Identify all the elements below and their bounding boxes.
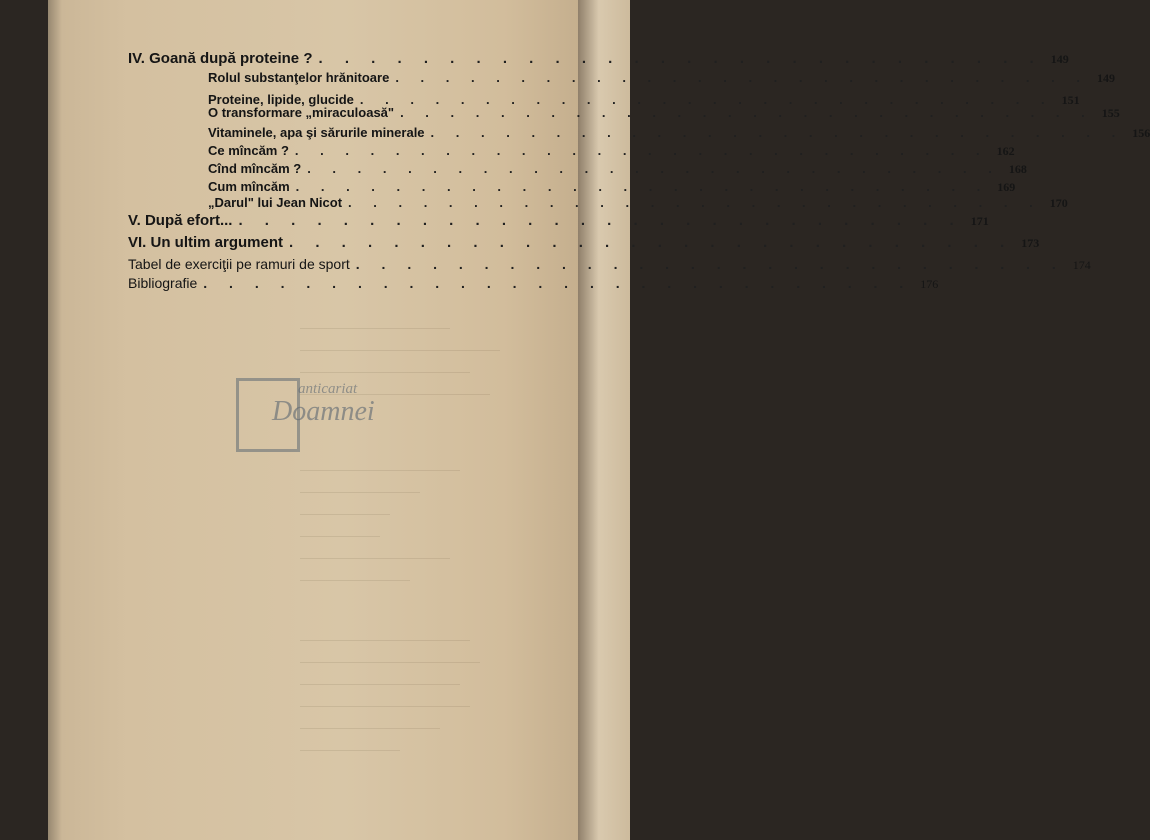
toc-entry-page: 173 xyxy=(1021,236,1040,250)
toc-leader-dots: . . . . . . . . . . . . . . . . . . . . . . . . . . . . xyxy=(238,212,963,229)
toc-entry-label: Tabel de exerciţii pe ramuri de sport xyxy=(128,256,350,272)
toc-leader-dots: . . . . . . . . . . . . . . . . . . . . . . . . . . . . xyxy=(430,125,1125,140)
toc-entry-page: 156 xyxy=(1132,126,1150,140)
toc-entry-label: IV. Goană după proteine ? xyxy=(128,50,313,67)
toc-entry xyxy=(208,161,1027,177)
toc-leader-dots: . . . . . . . . . . . . . . . . . . . . . . . . . . . . xyxy=(400,105,1094,120)
toc-leader-dots: . . . . . . . . . . . . . . . . . . . . . . . . . . . . xyxy=(359,92,1054,107)
toc-leader-dots: . . . . . . . . . . . . . . . . . . . . . . . . . . . . xyxy=(203,275,913,291)
toc-entry-page: 149 xyxy=(1096,71,1115,85)
toc-entry xyxy=(208,195,1068,211)
toc-entry-page: 174 xyxy=(1072,258,1091,272)
toc-entry-label: V. După efort... xyxy=(128,212,233,229)
toc-entry-page: 162 xyxy=(996,144,1015,158)
toc-entry-label: O transformare „miraculoasă" xyxy=(208,105,395,120)
toc-entry-page: 176 xyxy=(920,277,939,291)
toc-entry xyxy=(208,105,1120,121)
toc-entry-page: 151 xyxy=(1061,93,1080,107)
toc-entry-page: 168 xyxy=(1008,162,1027,176)
toc-entry-label: Ce mîncăm ? xyxy=(208,143,289,158)
toc-entry-label: Cum mîncăm xyxy=(208,179,290,194)
toc-entry-chapter-6 xyxy=(128,234,1040,251)
toc-entry-page: 171 xyxy=(970,214,989,228)
watermark-text: Doamnei xyxy=(272,396,375,427)
toc-entry xyxy=(208,179,1016,195)
toc-leader-dots: . . . . . . . . . . . . . . . . . . . . . . . . . . . . xyxy=(395,70,1089,85)
toc-entry-label: Cînd mîncăm ? xyxy=(208,161,302,176)
toc-entry-chapter-4 xyxy=(128,50,1069,67)
toc-entry xyxy=(208,125,1150,141)
toc-entry-label: Rolul substanţelor hrănitoare xyxy=(208,70,390,85)
toc-entry xyxy=(208,70,1115,86)
toc-leader-dots: . . . . . . . . . . . . . . . . . . . . . . . . . . . . xyxy=(348,195,1042,210)
toc-entry-label: Vitaminele, apa şi sărurile minerale xyxy=(208,125,425,140)
toc-entry xyxy=(128,275,939,292)
toc-entry-page: 170 xyxy=(1049,196,1068,210)
toc-entry-page: 155 xyxy=(1101,106,1120,120)
toc-leader-dots: . . . . . . . . . . . . . . . . . . . . . . . . . . . . xyxy=(355,256,1065,272)
toc-leader-dots: . . . . . . . . . . . . . . . . . . . . . . . . . . . . xyxy=(289,234,1014,251)
toc-entry-page: 149 xyxy=(1050,52,1069,66)
toc-leader-dots: . . . . . . . . . . . . . . . . . . . . . . . . . . . . xyxy=(307,161,1001,176)
toc-entry-label: „Darul" lui Jean Nicot xyxy=(208,195,343,210)
toc-entry-label: VI. Un ultim argument xyxy=(128,234,284,251)
toc-leader-dots: . . . . . . . . . . . . . . . . . . . . . . . . . . . . xyxy=(318,50,1043,67)
toc-leader-dots: . . . . . . . . . . . . . . . . . . . . . . . . . . . . xyxy=(294,143,989,158)
toc-entry-label: Proteine, lipide, glucide xyxy=(208,92,354,107)
toc-entry-page: 169 xyxy=(997,180,1016,194)
toc-entry xyxy=(208,143,1015,159)
toc-leader-dots: . . . . . . . . . . . . . . . . . . . . . . . . . . . . xyxy=(295,179,990,194)
toc-entry-chapter-5 xyxy=(128,212,989,229)
watermark-small-text: anticariat xyxy=(298,381,358,397)
toc-entry xyxy=(128,256,1091,273)
toc-entry-label: Bibliografie xyxy=(128,275,198,291)
